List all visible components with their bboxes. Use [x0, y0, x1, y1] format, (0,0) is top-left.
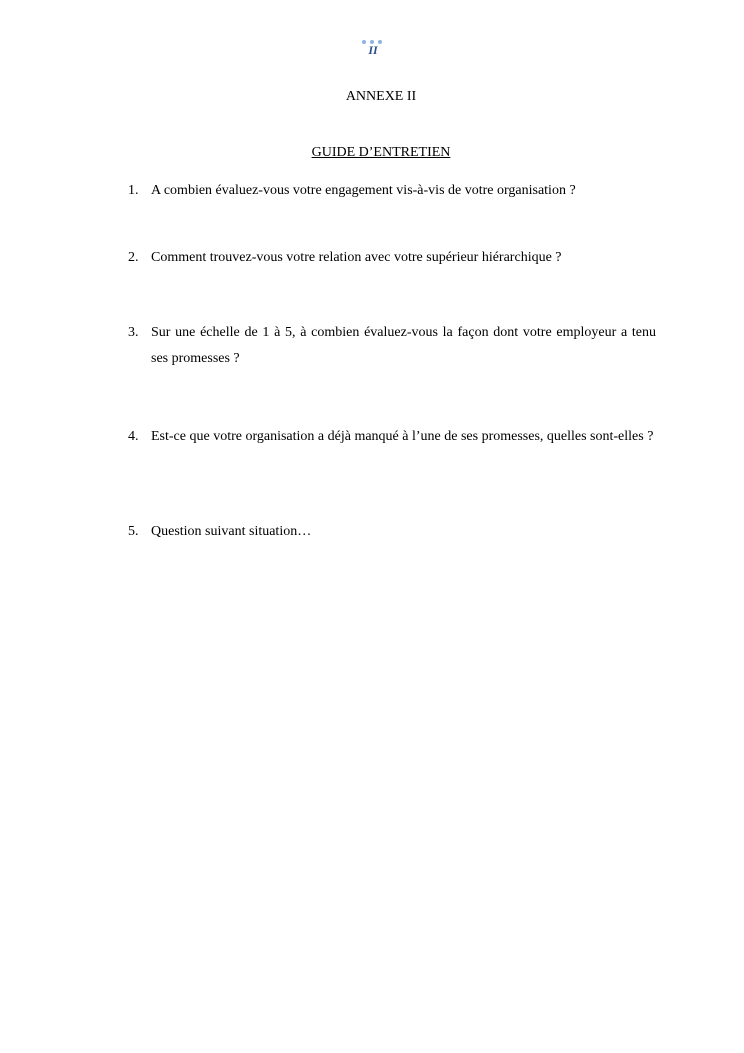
annex-title: ANNEXE II — [345, 89, 417, 104]
question-number: 5. — [128, 524, 139, 539]
question-text: Comment trouvez-vous votre relation avec votre supérieur hiérarchique ? — [151, 250, 562, 265]
question-item-3 — [128, 320, 656, 372]
page-number — [0, 40, 744, 56]
question-text: Est-ce que votre organisation a déjà manqué à l’une de ses promesses, quelles sont-elles ? — [151, 429, 654, 444]
question-item-1 — [128, 178, 656, 204]
guide-title: GUIDE D’ENTRETIEN — [311, 145, 451, 160]
question-number: 4. — [128, 429, 139, 444]
question-item-5 — [128, 519, 656, 545]
question-text: Question suivant situation… — [151, 524, 312, 539]
page-number-text: II — [368, 43, 378, 57]
question-item-4 — [128, 424, 656, 450]
question-number: 3. — [128, 325, 139, 340]
question-number: 2. — [128, 250, 139, 265]
question-text: Sur une échelle de 1 à 5, à combien évaluez-vous la façon dont votre employeur a tenu ses promesses ? — [151, 325, 656, 366]
question-number: 1. — [128, 183, 139, 198]
question-text: A combien évaluez-vous votre engagement vis-à-vis de votre organisation ? — [151, 183, 576, 198]
question-item-2 — [128, 245, 656, 271]
